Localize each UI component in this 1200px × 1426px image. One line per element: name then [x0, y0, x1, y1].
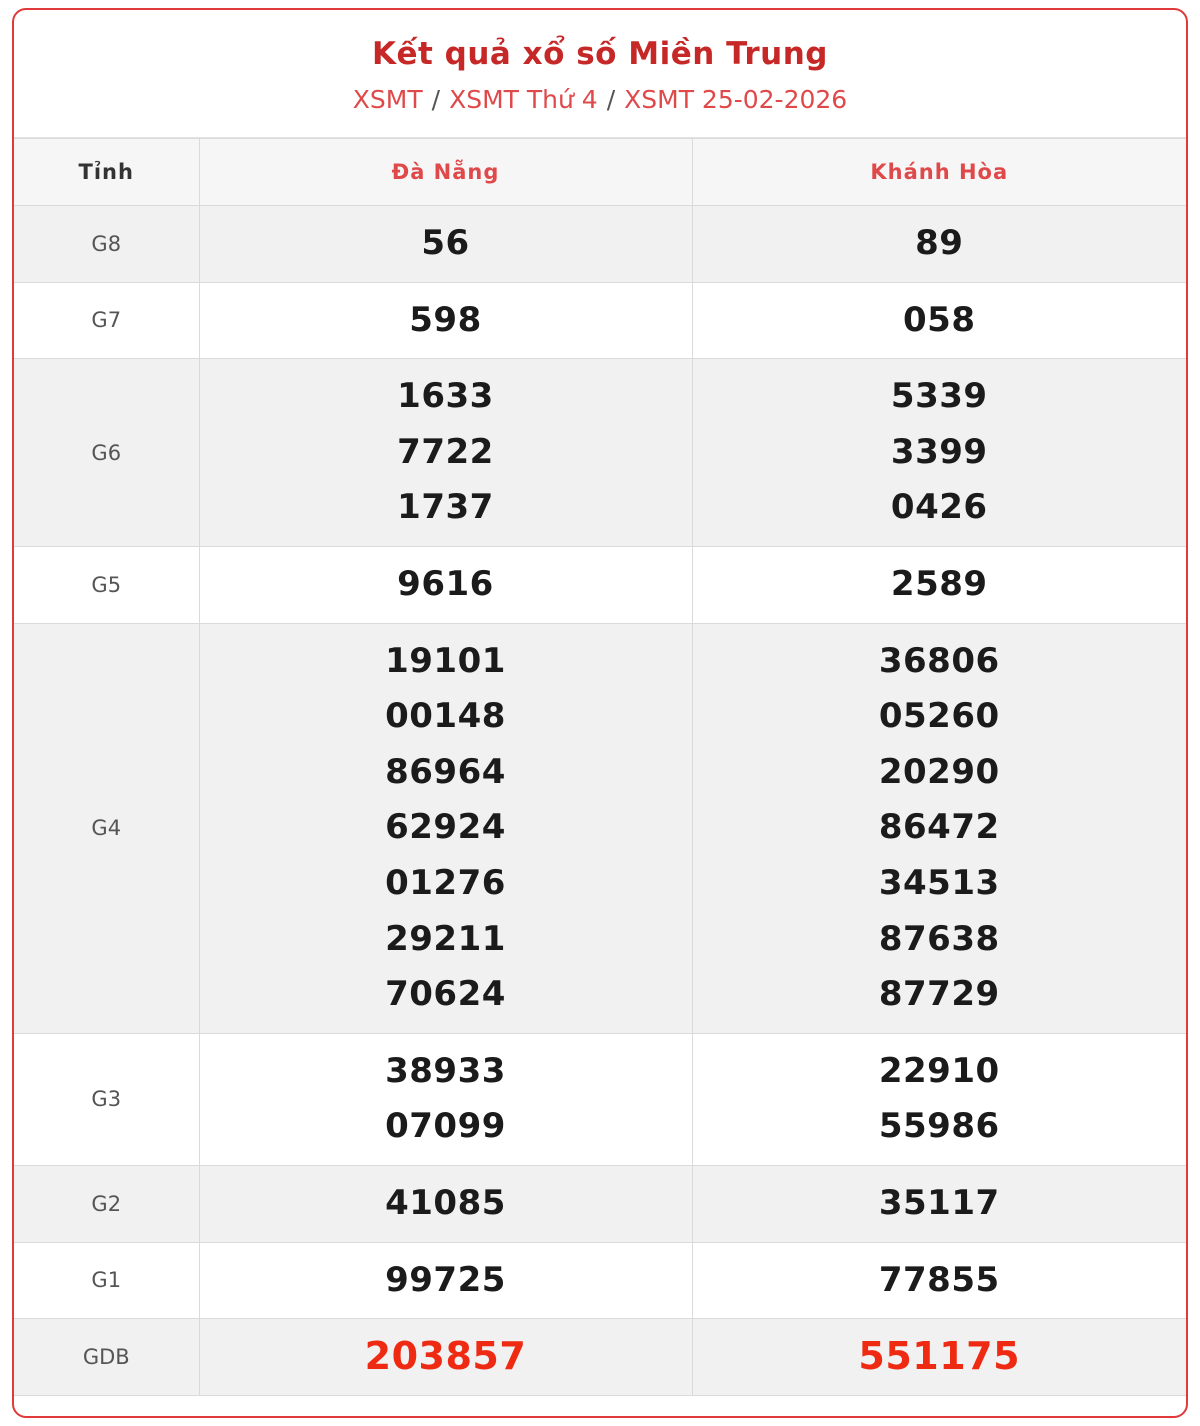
prize-cell — [692, 546, 1186, 623]
prize-number: 70624 — [385, 974, 506, 1015]
prize-number: 0426 — [890, 487, 988, 528]
breadcrumb-separator: / — [431, 85, 441, 114]
prize-label: G4 — [14, 623, 199, 1033]
prize-number: 99725 — [385, 1259, 506, 1300]
prize-number: 07099 — [385, 1106, 506, 1147]
prize-number: 87638 — [878, 918, 1000, 959]
province-header-khanh-hoa[interactable]: Khánh Hòa — [692, 139, 1186, 206]
prize-cell — [199, 359, 692, 547]
breadcrumb-separator: / — [606, 85, 616, 114]
prize-number: 89 — [915, 223, 964, 263]
prize-number: 00148 — [385, 696, 506, 737]
prize-cell — [199, 1033, 692, 1165]
prize-label: G2 — [14, 1165, 199, 1242]
prize-label: G6 — [14, 359, 199, 547]
prize-cell — [199, 206, 692, 283]
breadcrumb — [14, 82, 1186, 118]
prize-number: 86472 — [878, 807, 1000, 848]
prize-number: 35117 — [878, 1182, 1000, 1223]
prize-number: 22910 — [878, 1050, 1000, 1091]
prize-number: 19101 — [385, 640, 506, 681]
prize-number: 05260 — [878, 696, 1000, 737]
jackpot-number: 203857 — [364, 1334, 527, 1379]
prize-number: 2589 — [890, 563, 988, 604]
prize-cell — [199, 282, 692, 359]
prize-cell — [692, 282, 1186, 359]
prize-cell — [199, 1319, 692, 1396]
results-table — [14, 138, 1186, 1396]
breadcrumb-link-date[interactable]: XSMT 25-02-2026 — [624, 85, 848, 114]
prize-cell — [692, 623, 1186, 1033]
jackpot-number: 551175 — [858, 1334, 1021, 1379]
prize-number: 36806 — [878, 640, 1000, 681]
prize-row-g6 — [14, 359, 1186, 547]
prize-label: GDB — [14, 1319, 199, 1396]
prize-row-g4 — [14, 623, 1186, 1033]
prize-cell — [199, 623, 692, 1033]
prize-number: 56 — [421, 223, 470, 263]
prize-number: 3399 — [890, 431, 988, 472]
prize-label: G3 — [14, 1033, 199, 1165]
prize-number: 9616 — [397, 563, 494, 604]
prize-row-gdb — [14, 1319, 1186, 1396]
prize-number: 77855 — [878, 1259, 1000, 1300]
prize-number: 058 — [903, 299, 976, 340]
province-column-header: Tỉnh — [14, 139, 199, 206]
prize-cell — [692, 1319, 1186, 1396]
prize-number: 38933 — [385, 1050, 506, 1091]
prize-number: 5339 — [890, 376, 988, 417]
breadcrumb-link-weekday[interactable]: XSMT Thứ 4 — [449, 85, 598, 114]
prize-row-g1 — [14, 1242, 1186, 1319]
results-card — [12, 8, 1188, 1418]
prize-number: 20290 — [878, 751, 1000, 792]
prize-cell — [692, 359, 1186, 547]
prize-label: G7 — [14, 282, 199, 359]
prize-number: 29211 — [385, 918, 506, 959]
prize-row-g2 — [14, 1165, 1186, 1242]
card-header — [14, 10, 1186, 138]
prize-label: G8 — [14, 206, 199, 283]
prize-cell — [692, 1033, 1186, 1165]
prize-number: 62924 — [385, 807, 506, 848]
prize-row-g3 — [14, 1033, 1186, 1165]
table-header-row — [14, 139, 1186, 206]
prize-number: 7722 — [397, 431, 494, 472]
prize-number: 1633 — [397, 376, 494, 417]
prize-number: 41085 — [385, 1182, 506, 1223]
prize-label: G5 — [14, 546, 199, 623]
prize-cell — [199, 1242, 692, 1319]
prize-number: 598 — [409, 299, 482, 340]
prize-row-g8 — [14, 206, 1186, 283]
prize-number: 34513 — [878, 862, 1000, 903]
page-title: Kết quả xổ số Miền Trung — [372, 36, 828, 72]
results-body — [14, 206, 1186, 1396]
prize-number: 01276 — [385, 862, 506, 903]
prize-cell — [692, 206, 1186, 283]
prize-number: 55986 — [878, 1106, 1000, 1147]
prize-label: G1 — [14, 1242, 199, 1319]
prize-number: 86964 — [385, 751, 506, 792]
breadcrumb-link-xsmt[interactable]: XSMT — [352, 85, 423, 114]
prize-row-g5 — [14, 546, 1186, 623]
province-header-da-nang[interactable]: Đà Nẵng — [199, 139, 692, 206]
prize-number: 87729 — [878, 974, 1000, 1015]
prize-row-g7 — [14, 282, 1186, 359]
prize-cell — [692, 1242, 1186, 1319]
prize-cell — [692, 1165, 1186, 1242]
prize-cell — [199, 546, 692, 623]
prize-cell — [199, 1165, 692, 1242]
prize-number: 1737 — [397, 487, 494, 528]
